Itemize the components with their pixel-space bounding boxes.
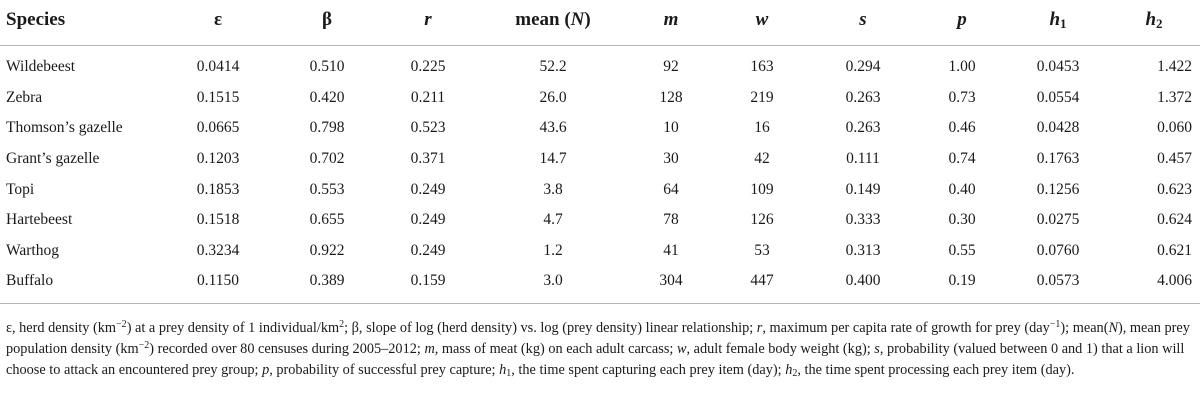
cell-r: 0.371: [410, 150, 446, 168]
cell-beta: 0.553: [309, 180, 345, 198]
cell-mean: 3.0: [543, 272, 563, 290]
table-row: [0, 83, 1200, 114]
cell-epsilon: 0.1150: [196, 272, 240, 290]
cell-species: Thomson’s gazelle: [6, 119, 123, 137]
cell-epsilon: 0.1853: [196, 180, 240, 198]
col-header-h1: $h_1$: [1049, 9, 1067, 31]
cell-m: 304: [659, 272, 683, 290]
cell-w: 163: [750, 58, 774, 76]
cell-h2: 4.006: [1157, 272, 1192, 290]
cell-beta: 0.798: [309, 119, 345, 137]
cell-epsilon: 0.1203: [196, 150, 240, 168]
header-rule: [0, 45, 1200, 46]
footer-rule: [0, 303, 1200, 304]
cell-epsilon: 0.1515: [196, 88, 240, 106]
col-header-h2: $h_2$: [1145, 9, 1163, 31]
cell-w: 447: [750, 272, 774, 290]
cell-s: 0.263: [845, 88, 881, 106]
cell-p: 0.40: [948, 180, 976, 198]
cell-s: 0.400: [845, 272, 881, 290]
cell-h1: 0.0554: [1036, 88, 1080, 106]
cell-mean: 52.2: [539, 58, 567, 76]
cell-beta: 0.655: [309, 211, 345, 229]
table-row: [0, 205, 1200, 236]
cell-species: Grant’s gazelle: [6, 150, 100, 168]
cell-h1: 0.0275: [1036, 211, 1080, 229]
table-row: [0, 113, 1200, 144]
cell-m: 78: [663, 211, 679, 229]
col-header-species: Species: [6, 9, 66, 30]
table-row: [0, 52, 1200, 83]
cell-r: 0.225: [410, 58, 446, 76]
cell-species: Hartebeest: [6, 211, 73, 229]
cell-epsilon: 0.0665: [196, 119, 240, 137]
col-header-beta: β: [321, 9, 332, 30]
cell-s: 0.111: [846, 150, 880, 168]
col-header-r: r: [424, 9, 432, 30]
col-header-p: p: [957, 9, 967, 30]
table-footnote: ε, herd density $(km^{-2})$ at a prey density of 1 individual/$km^2$; β, slope of log (herd density) vs. log (prey density) linear relationship; r, maximum per capita rate of growth for prey (day$^{-1}$); mean(N), mean prey population density $(km^{-2})$ recorded over 80 censuses during 2005–2012; m, mass of meat (kg) on each adult carcass; w, adult female body weight (kg); s, probability (valued between 0 and 1) that a lion will choose to attack an encountered prey group; p, probability of successful prey capture; $h_1$, the time spent capturing each prey item (day); $h_2$, the time spent processing each prey item (day).: [6, 319, 1190, 379]
cell-w: 42: [754, 150, 770, 168]
cell-h1: 0.0760: [1036, 241, 1080, 259]
cell-w: 126: [750, 211, 774, 229]
cell-h2: 0.060: [1157, 119, 1192, 137]
cell-r: 0.211: [410, 88, 446, 106]
cell-mean: 1.2: [543, 241, 563, 259]
cell-s: 0.313: [845, 241, 881, 259]
cell-mean: 3.8: [543, 180, 563, 198]
cell-h2: 1.422: [1157, 58, 1192, 76]
col-header-w: w: [755, 9, 769, 30]
cell-h2: 0.624: [1157, 211, 1192, 229]
cell-beta: 0.702: [309, 150, 345, 168]
col-header-epsilon: ε: [213, 9, 223, 30]
table-header: [0, 0, 1200, 40]
cell-species: Warthog: [6, 241, 59, 259]
cell-species: Buffalo: [6, 272, 54, 290]
cell-m: 128: [659, 88, 683, 106]
cell-h1: 0.0573: [1036, 272, 1080, 290]
cell-w: 109: [750, 180, 774, 198]
cell-r: 0.249: [410, 211, 446, 229]
cell-species: Zebra: [6, 88, 43, 106]
cell-r: 0.523: [410, 119, 446, 137]
cell-beta: 0.922: [309, 241, 345, 259]
cell-s: 0.263: [845, 119, 881, 137]
col-header-s: s: [859, 9, 867, 30]
cell-mean: 4.7: [543, 211, 563, 229]
cell-p: 0.46: [948, 119, 976, 137]
cell-h2: 0.623: [1157, 180, 1192, 198]
cell-m: 41: [663, 241, 679, 259]
cell-m: 64: [663, 180, 679, 198]
table-row: [0, 144, 1200, 175]
cell-p: 0.19: [948, 272, 976, 290]
cell-species: Topi: [6, 180, 35, 198]
cell-p: 0.55: [948, 241, 976, 259]
cell-w: 219: [750, 88, 774, 106]
cell-h2: 0.457: [1157, 150, 1192, 168]
cell-epsilon: 0.1518: [196, 211, 240, 229]
table-row: [0, 174, 1200, 205]
cell-h1: 0.0428: [1036, 119, 1080, 137]
cell-w: 16: [754, 119, 770, 137]
cell-s: 0.294: [845, 58, 881, 76]
cell-h1: 0.1256: [1036, 180, 1080, 198]
cell-species: Wildebeest: [6, 58, 76, 76]
cell-h1: 0.1763: [1036, 150, 1080, 168]
cell-epsilon: 0.0414: [196, 58, 240, 76]
cell-s: 0.149: [845, 180, 881, 198]
cell-beta: 0.389: [309, 272, 345, 290]
cell-s: 0.333: [845, 211, 881, 229]
cell-beta: 0.420: [309, 88, 345, 106]
cell-p: 1.00: [948, 58, 976, 76]
cell-p: 0.73: [948, 88, 976, 106]
cell-mean: 26.0: [539, 88, 567, 106]
table-body: [0, 52, 1200, 297]
cell-h2: 0.621: [1157, 241, 1192, 259]
cell-r: 0.159: [410, 272, 446, 290]
cell-r: 0.249: [410, 180, 446, 198]
cell-p: 0.74: [948, 150, 976, 168]
cell-p: 0.30: [948, 211, 976, 229]
cell-m: 92: [663, 58, 679, 76]
cell-mean: 43.6: [539, 119, 567, 137]
table-row: [0, 266, 1200, 297]
col-header-m: m: [663, 9, 679, 30]
table-row: [0, 236, 1200, 267]
col-header-mean: mean (N): [515, 9, 591, 30]
cell-mean: 14.7: [539, 150, 567, 168]
cell-epsilon: 0.3234: [196, 241, 240, 259]
cell-beta: 0.510: [309, 58, 345, 76]
cell-h2: 1.372: [1157, 88, 1192, 106]
cell-w: 53: [754, 241, 770, 259]
cell-r: 0.249: [410, 241, 446, 259]
cell-m: 10: [663, 119, 679, 137]
cell-m: 30: [663, 150, 679, 168]
cell-h1: 0.0453: [1036, 58, 1080, 76]
